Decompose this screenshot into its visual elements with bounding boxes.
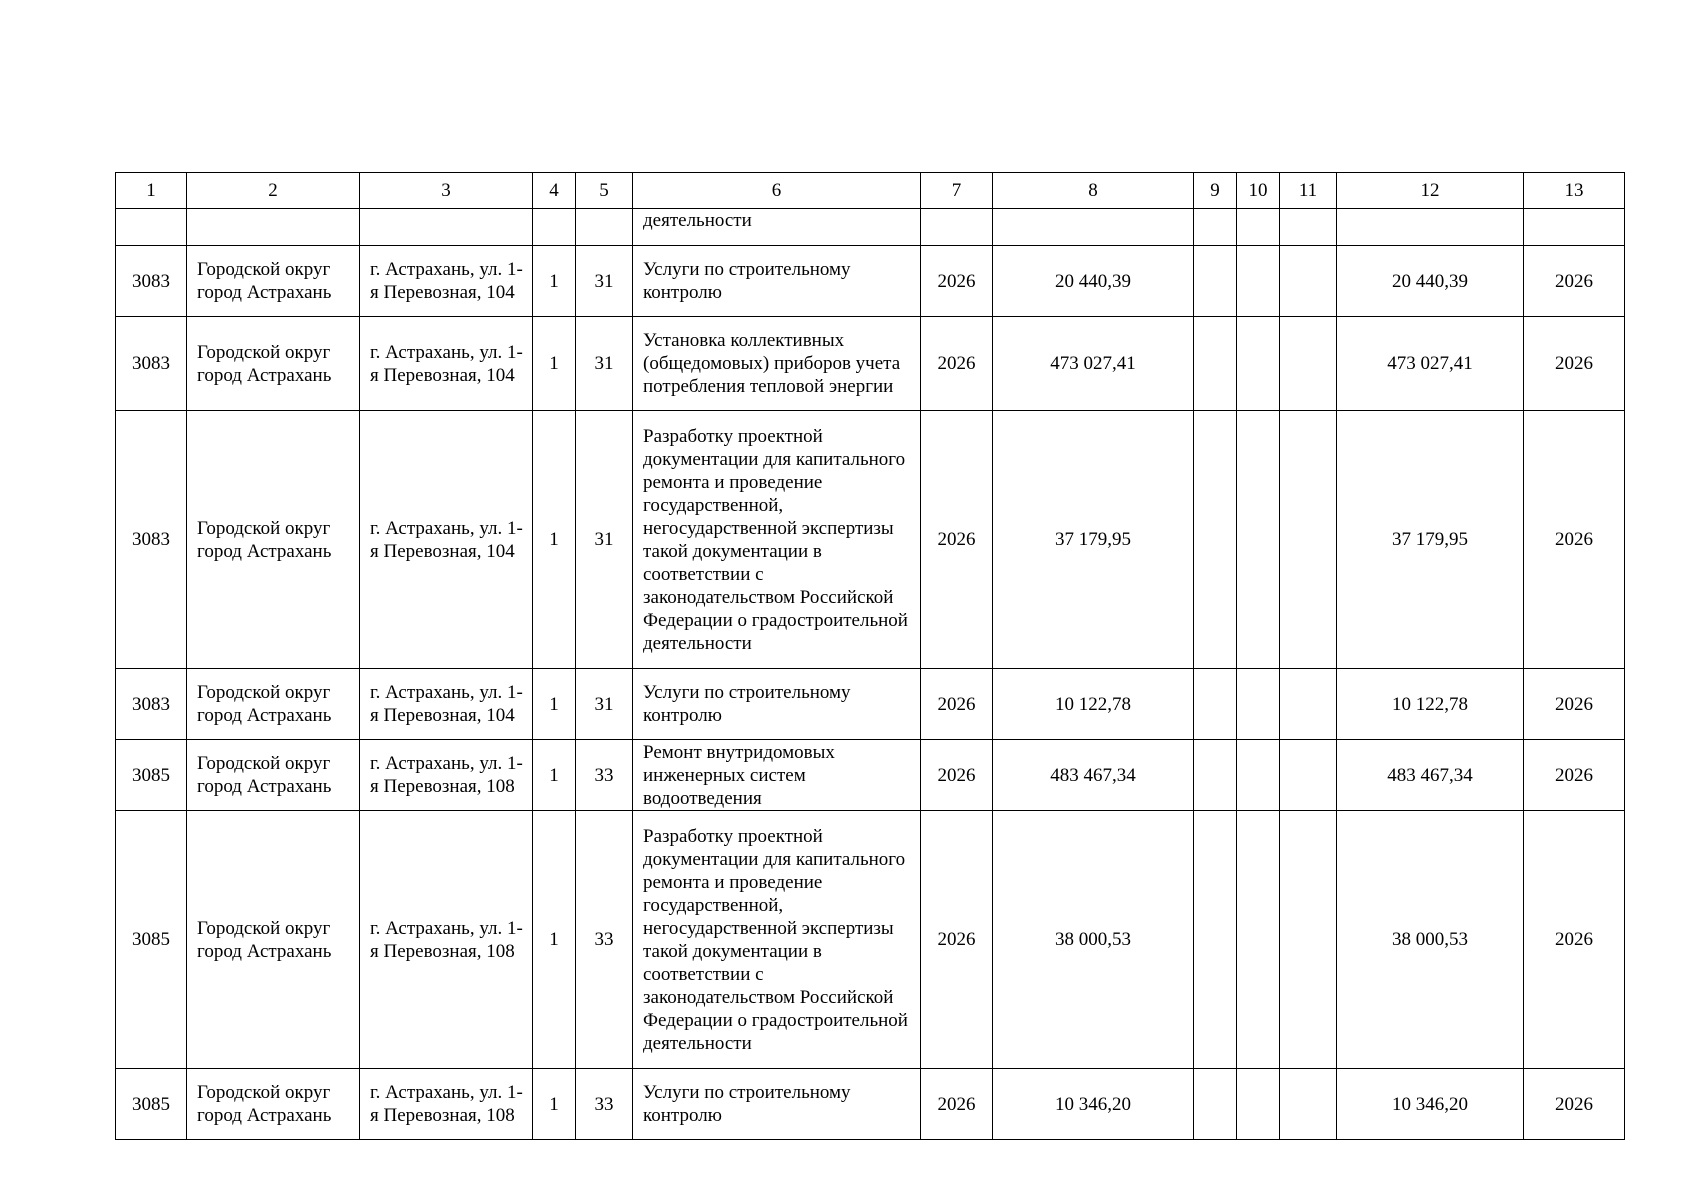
code-cell: 33	[576, 1069, 633, 1140]
final-year-cell: 2026	[1524, 411, 1625, 669]
table-body	[116, 173, 1625, 1140]
cost-cell: 37 179,95	[993, 411, 1194, 669]
row-id-cell: 3083	[116, 317, 187, 411]
house-count-cell: 1	[533, 669, 576, 740]
continuation-cell	[533, 209, 576, 246]
row-id-cell: 3083	[116, 669, 187, 740]
row-id-cell: 3083	[116, 246, 187, 317]
address-cell: г. Астрахань, ул. 1-я Перевозная, 104	[360, 669, 533, 740]
table-row	[116, 246, 1625, 317]
col11-cell	[1280, 1069, 1337, 1140]
table-row	[116, 411, 1625, 669]
final-year-cell: 2026	[1524, 669, 1625, 740]
col11-cell	[1280, 246, 1337, 317]
header-cell: 9	[1194, 173, 1237, 209]
table-row	[116, 811, 1625, 1069]
row-id-cell: 3085	[116, 1069, 187, 1140]
total-cost-cell: 483 467,34	[1337, 740, 1524, 811]
address-cell: г. Астрахань, ул. 1-я Перевозная, 104	[360, 246, 533, 317]
header-cell: 11	[1280, 173, 1337, 209]
table-row	[116, 317, 1625, 411]
col11-cell	[1280, 740, 1337, 811]
col9-cell	[1194, 811, 1237, 1069]
header-row	[116, 173, 1625, 209]
col9-cell	[1194, 669, 1237, 740]
total-cost-cell: 20 440,39	[1337, 246, 1524, 317]
col10-cell	[1237, 811, 1280, 1069]
total-cost-cell: 37 179,95	[1337, 411, 1524, 669]
municipality-cell: Городской округ город Астрахань	[187, 246, 360, 317]
col9-cell	[1194, 740, 1237, 811]
address-cell: г. Астрахань, ул. 1-я Перевозная, 104	[360, 411, 533, 669]
total-cost-cell: 38 000,53	[1337, 811, 1524, 1069]
year-cell: 2026	[921, 1069, 993, 1140]
col9-cell	[1194, 246, 1237, 317]
municipality-cell: Городской округ город Астрахань	[187, 317, 360, 411]
municipality-cell: Городской округ город Астрахань	[187, 669, 360, 740]
cost-cell: 38 000,53	[993, 811, 1194, 1069]
municipality-cell: Городской округ город Астрахань	[187, 811, 360, 1069]
table-row	[116, 1069, 1625, 1140]
final-year-cell: 2026	[1524, 1069, 1625, 1140]
work-type-cell: Установка коллективных (общедомовых) приборов учета потребления тепловой энергии	[633, 317, 921, 411]
municipality-cell: Городской округ город Астрахань	[187, 411, 360, 669]
col10-cell	[1237, 246, 1280, 317]
municipality-cell: Городской округ город Астрахань	[187, 1069, 360, 1140]
final-year-cell: 2026	[1524, 740, 1625, 811]
continuation-cell	[576, 209, 633, 246]
header-cell: 6	[633, 173, 921, 209]
header-cell: 10	[1237, 173, 1280, 209]
code-cell: 31	[576, 246, 633, 317]
continuation-cell	[1280, 209, 1337, 246]
work-type-cell: Услуги по строительному контролю	[633, 669, 921, 740]
work-type-cell: Ремонт внутридомовых инженерных систем водоотведения	[633, 740, 921, 811]
final-year-cell: 2026	[1524, 317, 1625, 411]
address-cell: г. Астрахань, ул. 1-я Перевозная, 104	[360, 317, 533, 411]
header-cell: 3	[360, 173, 533, 209]
address-cell: г. Астрахань, ул. 1-я Перевозная, 108	[360, 740, 533, 811]
table-row	[116, 669, 1625, 740]
house-count-cell: 1	[533, 411, 576, 669]
continuation-cell	[921, 209, 993, 246]
col10-cell	[1237, 669, 1280, 740]
col10-cell	[1237, 411, 1280, 669]
house-count-cell: 1	[533, 317, 576, 411]
municipality-cell: Городской округ город Астрахань	[187, 740, 360, 811]
cost-cell: 483 467,34	[993, 740, 1194, 811]
col11-cell	[1280, 811, 1337, 1069]
col11-cell	[1280, 411, 1337, 669]
address-cell: г. Астрахань, ул. 1-я Перевозная, 108	[360, 1069, 533, 1140]
final-year-cell: 2026	[1524, 246, 1625, 317]
continuation-cell	[1524, 209, 1625, 246]
capital-repair-table	[115, 172, 1625, 1140]
row-id-cell: 3085	[116, 740, 187, 811]
year-cell: 2026	[921, 811, 993, 1069]
col9-cell	[1194, 411, 1237, 669]
cost-cell: 10 122,78	[993, 669, 1194, 740]
continuation-row	[116, 209, 1625, 246]
col9-cell	[1194, 317, 1237, 411]
continuation-cell: деятельности	[633, 209, 921, 246]
header-cell: 7	[921, 173, 993, 209]
header-cell: 8	[993, 173, 1194, 209]
house-count-cell: 1	[533, 740, 576, 811]
work-type-cell: Услуги по строительному контролю	[633, 1069, 921, 1140]
col10-cell	[1237, 740, 1280, 811]
continuation-cell	[1194, 209, 1237, 246]
final-year-cell: 2026	[1524, 811, 1625, 1069]
year-cell: 2026	[921, 740, 993, 811]
header-cell: 13	[1524, 173, 1625, 209]
col10-cell	[1237, 317, 1280, 411]
code-cell: 33	[576, 740, 633, 811]
code-cell: 31	[576, 669, 633, 740]
col11-cell	[1280, 317, 1337, 411]
cost-cell: 10 346,20	[993, 1069, 1194, 1140]
work-type-cell: Разработку проектной документации для капитального ремонта и проведение государственной, негосударственной экспертизы такой документации в соответствии с законодательством Российской Федерации о градостроительной деятельности	[633, 811, 921, 1069]
year-cell: 2026	[921, 669, 993, 740]
total-cost-cell: 10 122,78	[1337, 669, 1524, 740]
work-type-cell: Разработку проектной документации для капитального ремонта и проведение государственной, негосударственной экспертизы такой документации в соответствии с законодательством Российской Федерации о градостроительной деятельности	[633, 411, 921, 669]
continuation-cell	[1237, 209, 1280, 246]
year-cell: 2026	[921, 246, 993, 317]
address-cell: г. Астрахань, ул. 1-я Перевозная, 108	[360, 811, 533, 1069]
house-count-cell: 1	[533, 246, 576, 317]
work-type-cell: Услуги по строительному контролю	[633, 246, 921, 317]
row-id-cell: 3085	[116, 811, 187, 1069]
header-cell: 1	[116, 173, 187, 209]
header-cell: 4	[533, 173, 576, 209]
total-cost-cell: 473 027,41	[1337, 317, 1524, 411]
year-cell: 2026	[921, 317, 993, 411]
code-cell: 31	[576, 317, 633, 411]
col11-cell	[1280, 669, 1337, 740]
year-cell: 2026	[921, 411, 993, 669]
cost-cell: 473 027,41	[993, 317, 1194, 411]
col9-cell	[1194, 1069, 1237, 1140]
total-cost-cell: 10 346,20	[1337, 1069, 1524, 1140]
continuation-cell	[116, 209, 187, 246]
continuation-cell	[187, 209, 360, 246]
table-row	[116, 740, 1625, 811]
continuation-cell	[360, 209, 533, 246]
header-cell: 2	[187, 173, 360, 209]
code-cell: 31	[576, 411, 633, 669]
row-id-cell: 3083	[116, 411, 187, 669]
header-cell: 12	[1337, 173, 1524, 209]
header-cell: 5	[576, 173, 633, 209]
house-count-cell: 1	[533, 811, 576, 1069]
cost-cell: 20 440,39	[993, 246, 1194, 317]
continuation-cell	[1337, 209, 1524, 246]
house-count-cell: 1	[533, 1069, 576, 1140]
code-cell: 33	[576, 811, 633, 1069]
continuation-cell	[993, 209, 1194, 246]
col10-cell	[1237, 1069, 1280, 1140]
